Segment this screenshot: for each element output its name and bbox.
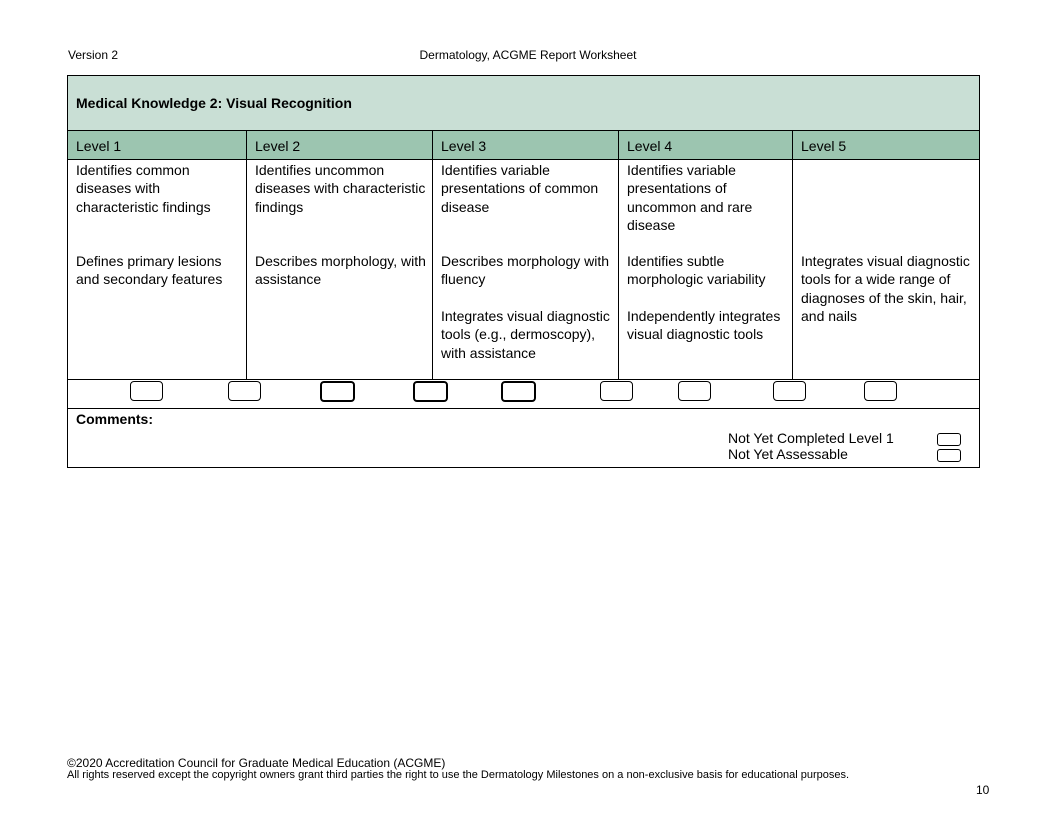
level-3-milestone-3: Integrates visual diagnostic tools (e.g., dermoscopy), with assistance <box>441 308 610 361</box>
column-divider <box>246 131 247 379</box>
rights-text: All rights reserved except the copyright owners grant third parties the right to use the Dermatology Milestones on a non-exclusive basis for educational purposes. <box>67 769 850 781</box>
level-4-milestone-2: Identifies subtle morphologic variability <box>627 253 766 288</box>
column-divider <box>792 131 793 379</box>
level-2-header: Level 2 <box>255 138 301 154</box>
document-title: Dermatology, ACGME Report Worksheet <box>419 48 637 62</box>
rating-checkbox-level-5[interactable] <box>864 381 897 401</box>
level-2-milestone-1: Identifies uncommon diseases with characteristic findings <box>255 162 426 215</box>
level-1-header: Level 1 <box>76 138 122 154</box>
milestone-table <box>67 75 980 468</box>
level-4-milestone-3: Independently integrates visual diagnostic tools <box>627 308 781 343</box>
rating-checkbox-level-4-5[interactable] <box>773 381 806 401</box>
copyright-text: ©2020 Accreditation Council for Graduate Medical Education (ACGME) <box>67 756 446 770</box>
not-yet-assessable-label: Not Yet Assessable <box>728 446 848 462</box>
rating-checkbox-level-2[interactable] <box>320 381 355 402</box>
comments-label: Comments: <box>76 411 154 427</box>
version-label: Version 2 <box>68 48 119 62</box>
page-number: 10 <box>976 783 990 797</box>
rating-checkbox-level-4[interactable] <box>678 381 711 401</box>
not-yet-assessable-checkbox[interactable] <box>937 449 961 462</box>
level-5-header: Level 5 <box>801 138 847 154</box>
level-3-milestone-2: Describes morphology with fluency <box>441 253 610 288</box>
not-yet-completed-checkbox[interactable] <box>937 433 961 446</box>
rating-checkbox-level-1[interactable] <box>130 381 163 401</box>
column-divider <box>432 131 433 379</box>
level-3-milestone-1: Identifies variable presentations of common disease <box>441 162 599 215</box>
milestone-title: Medical Knowledge 2: Visual Recognition <box>76 95 352 111</box>
level-4-milestone-1: Identifies variable presentations of uncommon and rare disease <box>627 162 753 233</box>
column-divider <box>618 131 619 379</box>
level-4-header: Level 4 <box>627 138 673 154</box>
level-5-milestone-1: Integrates visual diagnostic tools for a wide range of diagnoses of the skin, hair, and nails <box>801 253 970 324</box>
level-3-header: Level 3 <box>441 138 487 154</box>
milestone-title-row <box>68 76 979 131</box>
level-2-milestone-2: Describes morphology, with assistance <box>255 253 426 288</box>
rating-checkbox-level-3-5[interactable] <box>600 381 633 401</box>
rating-checkbox-level-2-5[interactable] <box>413 381 448 402</box>
rating-checkbox-level-1-5[interactable] <box>228 381 261 401</box>
not-yet-completed-label: Not Yet Completed Level 1 <box>728 430 894 446</box>
level-1-milestone-2: Defines primary lesions and secondary features <box>76 253 223 288</box>
rating-checkbox-level-3[interactable] <box>501 381 536 402</box>
level-1-milestone-1: Identifies common diseases with characteristic findings <box>76 162 211 215</box>
